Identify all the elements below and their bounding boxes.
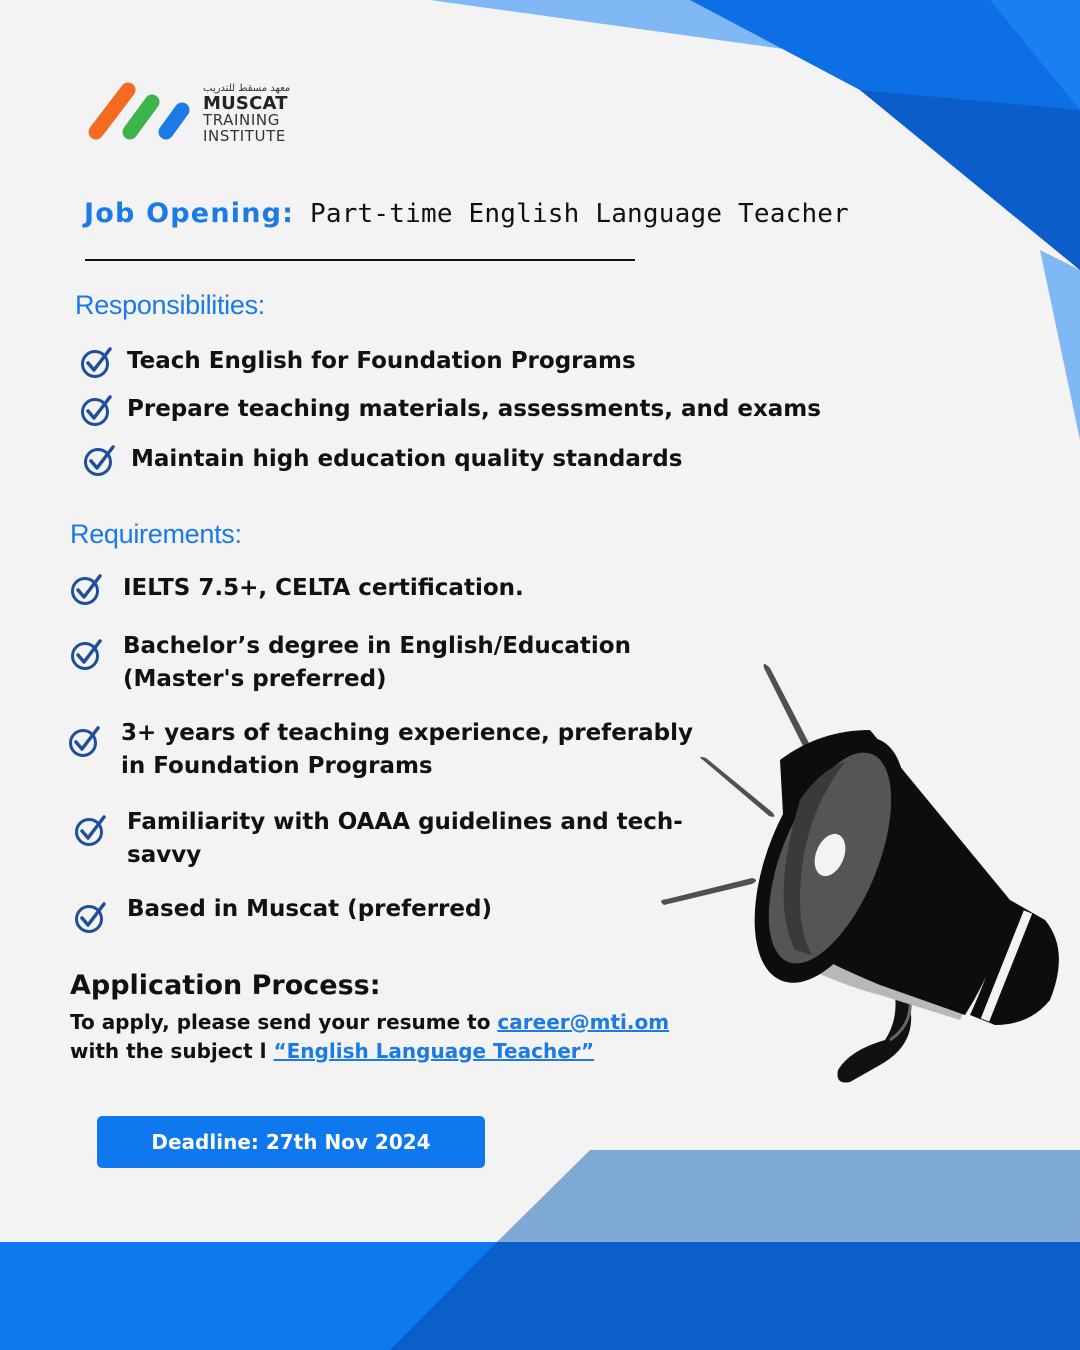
- responsibility-item: Prepare teaching materials, assessments, and exams: [127, 396, 821, 422]
- responsibility-item: Maintain high education quality standards: [131, 446, 683, 472]
- check-circle-icon: [70, 573, 104, 607]
- subject-link[interactable]: “English Language Teacher”: [273, 1039, 595, 1063]
- title-divider: [85, 259, 635, 261]
- requirement-item: [127, 806, 683, 872]
- application-text: [70, 1008, 710, 1066]
- requirement-line: Bachelor’s degree in English/Education: [123, 633, 631, 659]
- job-title-text: Part-time English Language Teacher: [294, 199, 850, 229]
- job-title-label: Job Opening:: [84, 198, 295, 229]
- check-circle-icon: [80, 346, 114, 380]
- application-text-middle: with the subject l: [70, 1039, 274, 1063]
- check-circle-icon: [70, 638, 104, 672]
- requirement-line: IELTS 7.5+, CELTA certification.: [123, 575, 524, 601]
- job-title: [84, 198, 849, 229]
- check-circle-icon: [74, 901, 108, 935]
- requirement-line: in Foundation Programs: [121, 753, 433, 779]
- application-text-before: To apply, please send your resume to: [70, 1010, 498, 1034]
- check-circle-icon: [83, 444, 117, 478]
- logo-line-institute: INSTITUTE: [203, 127, 286, 145]
- application-heading: Application Process:: [70, 970, 381, 1001]
- deadline-button[interactable]: Deadline: 27th Nov 2024: [97, 1116, 485, 1168]
- requirement-line: Familiarity with OAAA guidelines and tech-: [127, 809, 683, 835]
- requirement-item: [123, 630, 631, 696]
- requirement-line: savvy: [127, 842, 202, 868]
- requirement-line: 3+ years of teaching experience, preferably: [121, 720, 693, 746]
- requirement-item: [121, 717, 693, 783]
- check-circle-icon: [74, 814, 108, 848]
- requirement-line: Based in Muscat (preferred): [127, 896, 492, 922]
- requirement-line: (Master's preferred): [123, 666, 387, 692]
- responsibility-item: Teach English for Foundation Programs: [127, 348, 636, 374]
- logo-line-training: TRAINING: [203, 111, 280, 129]
- megaphone-icon: [650, 650, 1070, 1100]
- email-link[interactable]: career@mti.om: [497, 1010, 670, 1034]
- responsibilities-heading: Responsibilities:: [75, 290, 265, 320]
- check-circle-icon: [80, 394, 114, 428]
- check-circle-icon: [68, 725, 102, 759]
- requirement-item: [123, 572, 524, 605]
- requirement-item: [127, 893, 492, 926]
- logo-line-muscat: MUSCAT: [203, 93, 288, 114]
- requirements-heading: Requirements:: [70, 519, 242, 549]
- logo-arabic-text: معهد مسقط للتدريب: [203, 83, 291, 94]
